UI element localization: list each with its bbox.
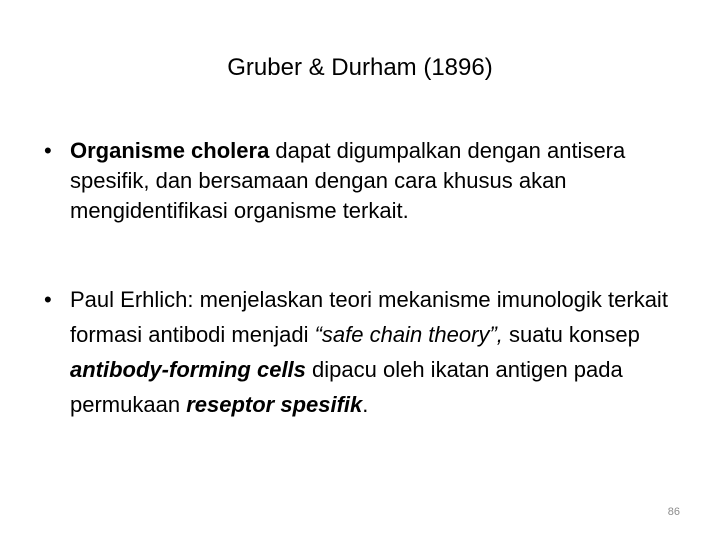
bullet-item-2: [44, 282, 694, 422]
bullet-1-bold-term: Organisme cholera: [70, 138, 270, 163]
bullet-marker: •: [44, 138, 52, 163]
bullet-1-text: dapat digumpalkan dengan antisera spesifik, dan bersamaan dengan cara khusus akan mengidentifikasi organisme terkait.: [70, 138, 626, 223]
slide-title: Gruber & Durham (1896): [227, 54, 493, 81]
bullet-2-text-end: .: [362, 392, 369, 417]
bullet-2-text-middle: suatu konsep: [502, 322, 640, 347]
bullet-2-text-continue: dipacu oleh ikatan antigen pada permukaan: [70, 357, 623, 417]
bullet-2-italic-term: “safe chain theory”,: [314, 322, 503, 347]
bullet-marker: •: [44, 287, 52, 312]
bullet-item-1: [44, 136, 694, 226]
bullet-2-text-intro: Paul Erhlich: menjelaskan teori mekanisme imunologik terkait formasi antibodi menjadi: [70, 287, 668, 347]
bullet-2-bold-italic-term: antibody-forming cells: [70, 357, 306, 382]
bullet-2-bold-italic-term-2: reseptor spesifik: [186, 392, 363, 417]
page-number: 86: [667, 506, 680, 518]
